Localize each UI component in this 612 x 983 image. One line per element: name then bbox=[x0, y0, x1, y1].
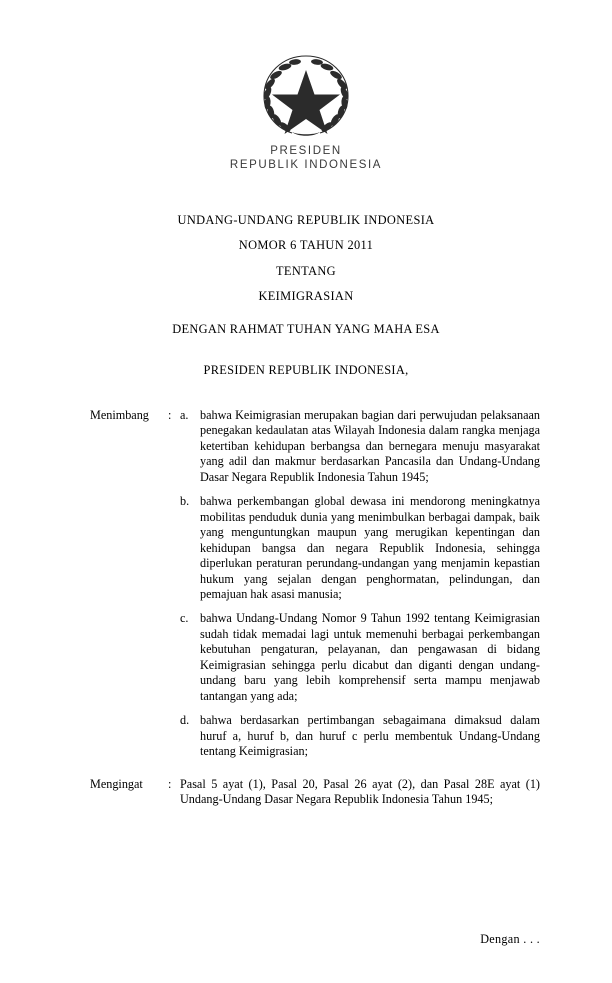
list-item bbox=[180, 611, 540, 704]
document-title-block bbox=[72, 214, 540, 303]
list-item bbox=[180, 713, 540, 759]
institution-line: PRESIDEN REPUBLIK INDONESIA, bbox=[203, 362, 409, 377]
document-page bbox=[0, 48, 612, 983]
recollections-row bbox=[72, 777, 540, 808]
emblem-caption-line1: PRESIDEN bbox=[270, 145, 342, 157]
continuation-note: Dengan . . . bbox=[480, 932, 540, 946]
blessing-line: DENGAN RAHMAT TUHAN YANG MAHA ESA bbox=[172, 321, 440, 336]
recollections-colon: : bbox=[168, 776, 172, 791]
item-marker: c. bbox=[180, 611, 189, 626]
title-subject: KEIMIGRASIAN bbox=[258, 289, 354, 304]
title-law-number: NOMOR 6 TAHUN 2011 bbox=[238, 238, 374, 253]
considerations-label: Menimbang bbox=[90, 407, 149, 422]
emblem-caption-line2: REPUBLIK INDONESIA bbox=[229, 159, 383, 172]
item-marker: d. bbox=[180, 713, 190, 728]
emblem-caption bbox=[230, 144, 382, 172]
considerations-row bbox=[72, 408, 540, 760]
item-text: bahwa perkembangan global dewasa ini mendorong meningkatnya mobilitas penduduk dunia yang menimbulkan berbagai dampak, baik yang menguntungkan maupun yang merugikan kepentingan dan kehidupan bangsa dan negara Republik Indonesia, sehingga diperlukan peraturan perundang-undangan yang menjamin kepastian hukum yang sejalan dengan penghormatan, pelindungan, dan pemajuan hak asasi manusia; bbox=[200, 494, 540, 601]
item-marker: a. bbox=[180, 407, 189, 422]
item-marker: b. bbox=[180, 494, 190, 509]
title-about-label: TENTANG bbox=[276, 263, 336, 278]
title-law-name: UNDANG-UNDANG REPUBLIK INDONESIA bbox=[177, 213, 435, 228]
item-text: bahwa Undang-Undang Nomor 9 Tahun 1992 tentang Keimigrasian sudah tidak memadai lagi untuk memenuhi berbagai perkembangan kebutuhan pengaturan, pelayanan, dan pengawasan di bidang Keimigrasian sehingga perlu dicabut dan diganti dengan undang-undang baru yang lebih komprehensif serta mampu menjawab tantangan yang ada; bbox=[200, 611, 540, 703]
considerations-items bbox=[180, 408, 540, 760]
clauses-section bbox=[72, 408, 540, 808]
list-item bbox=[180, 408, 540, 485]
considerations-colon: : bbox=[168, 407, 172, 422]
recollections-text: Pasal 5 ayat (1), Pasal 20, Pasal 26 ayat (2), dan Pasal 28E ayat (1) Undang-Undang Dasar Negara Republik Indonesia Tahun 1945; bbox=[180, 776, 540, 807]
list-item bbox=[180, 494, 540, 602]
garuda-star-emblem-icon bbox=[248, 48, 364, 140]
emblem-block bbox=[72, 48, 540, 172]
recollections-label: Mengingat bbox=[90, 776, 143, 791]
item-text: bahwa berdasarkan pertimbangan sebagaimana dimaksud dalam huruf a, huruf b, dan huruf c perlu membentuk Undang-Undang tentang Keimigrasian; bbox=[200, 713, 540, 759]
item-text: bahwa Keimigrasian merupakan bagian dari perwujudan pelaksanaan penegakan kedaulatan atas Wilayah Indonesia dalam rangka menjaga ketertiban kehidupan berbangsa dan bernegara menuju masyarakat yang adil dan makmur berdasarkan Pancasila dan Undang-Undang Dasar Negara Republik Indonesia Tahun 1945; bbox=[200, 407, 540, 484]
